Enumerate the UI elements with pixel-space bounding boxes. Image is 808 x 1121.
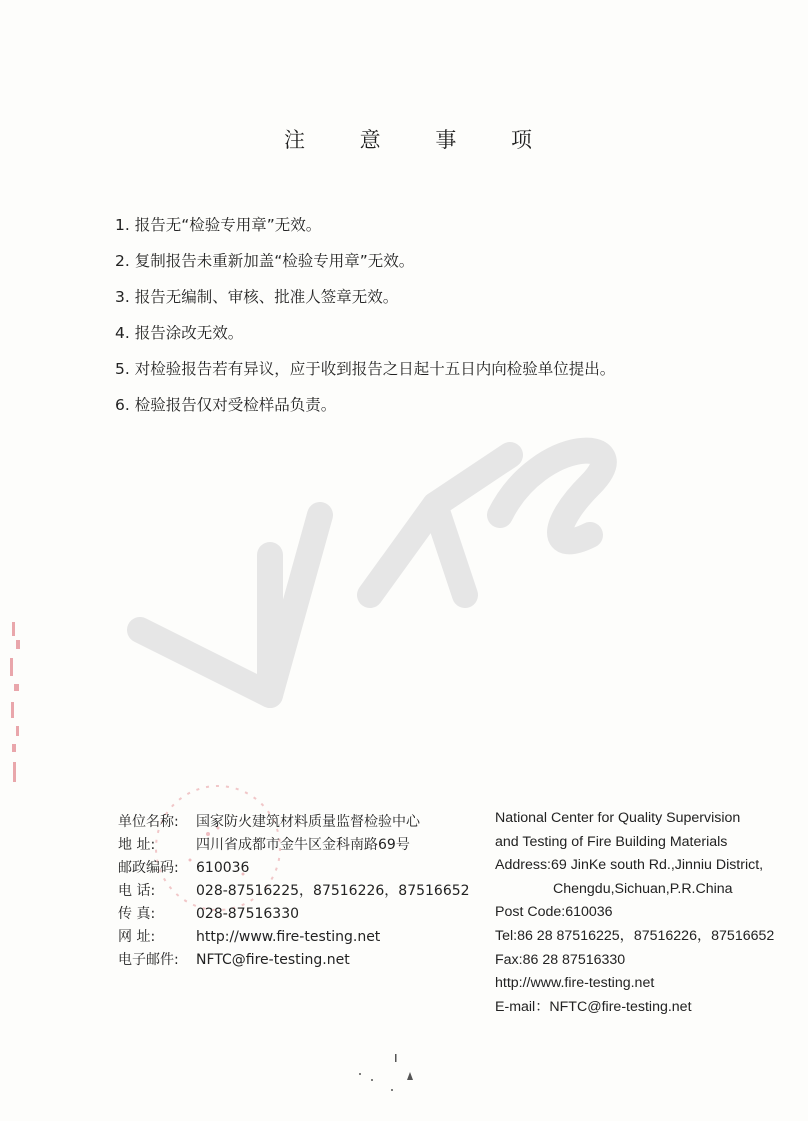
notice-item: 3. 报告无编制、审核、批准人签章无效。 (115, 288, 399, 306)
fax-value: 028-87516330 (196, 906, 300, 922)
address-value: 四川省成都市金牛区金科南路69号 (196, 837, 410, 853)
notice-item: 6. 检验报告仅对受检样品负责。 (115, 396, 337, 414)
wps-watermark-logo (120, 395, 620, 725)
fax-label: 传 真: (118, 906, 156, 922)
phone-value: 028-87516225，87516226，87516652 (196, 883, 470, 899)
page-title: 注 意 事 项 (283, 128, 557, 152)
notice-item: 4. 报告涂改无效。 (115, 324, 244, 342)
address-line: Address:69 JinKe south Rd.,Jinniu District, (495, 857, 764, 874)
contact-info-english (495, 807, 774, 1019)
contact-row-phone (118, 880, 470, 903)
contact-row-web (118, 926, 470, 949)
notice-item: 1. 报告无“检验专用章”无效。 (115, 216, 322, 234)
stamp-fragment-edge (2, 618, 28, 788)
postcode-label: 邮政编码: (118, 860, 179, 876)
notice-item: 5. 对检验报告若有异议，应于收到报告之日起十五日内向检验单位提出。 (115, 360, 616, 378)
postcode-value: 610036 (196, 860, 250, 876)
contact-row-unit (118, 811, 470, 834)
org-name-line: and Testing of Fire Building Materials (495, 833, 728, 850)
web-line: http://www.fire-testing.net (495, 975, 655, 992)
tel-line: Tel:86 28 87516225，87516226，87516652 (495, 927, 775, 944)
phone-label: 电 话: (118, 883, 156, 899)
org-name-line: National Center for Quality Supervision (495, 810, 741, 826)
contact-row-address (118, 834, 470, 857)
scan-specks (340, 1050, 440, 1100)
web-value: http://www.fire-testing.net (196, 929, 381, 945)
web-label: 网 址: (118, 929, 156, 945)
unit-label: 单位名称: (118, 814, 179, 830)
postcode-line: Post Code:610036 (495, 904, 613, 921)
address-line: Chengdu,Sichuan,P.R.China (553, 880, 733, 897)
address-label: 地 址: (118, 837, 156, 853)
email-label: 电子邮件: (118, 952, 179, 968)
fax-line: Fax:86 28 87516330 (495, 951, 626, 968)
contact-row-fax (118, 903, 470, 926)
contact-row-postcode (118, 857, 470, 880)
contact-info-chinese (118, 811, 470, 972)
notice-item: 2. 复制报告未重新加盖“检验专用章”无效。 (115, 252, 415, 270)
contact-row-email (118, 949, 470, 972)
email-line: E-mail：NFTC@fire-testing.net (495, 998, 692, 1015)
email-value: NFTC@fire-testing.net (196, 952, 350, 968)
unit-value: 国家防火建筑材料质量监督检验中心 (196, 814, 420, 830)
